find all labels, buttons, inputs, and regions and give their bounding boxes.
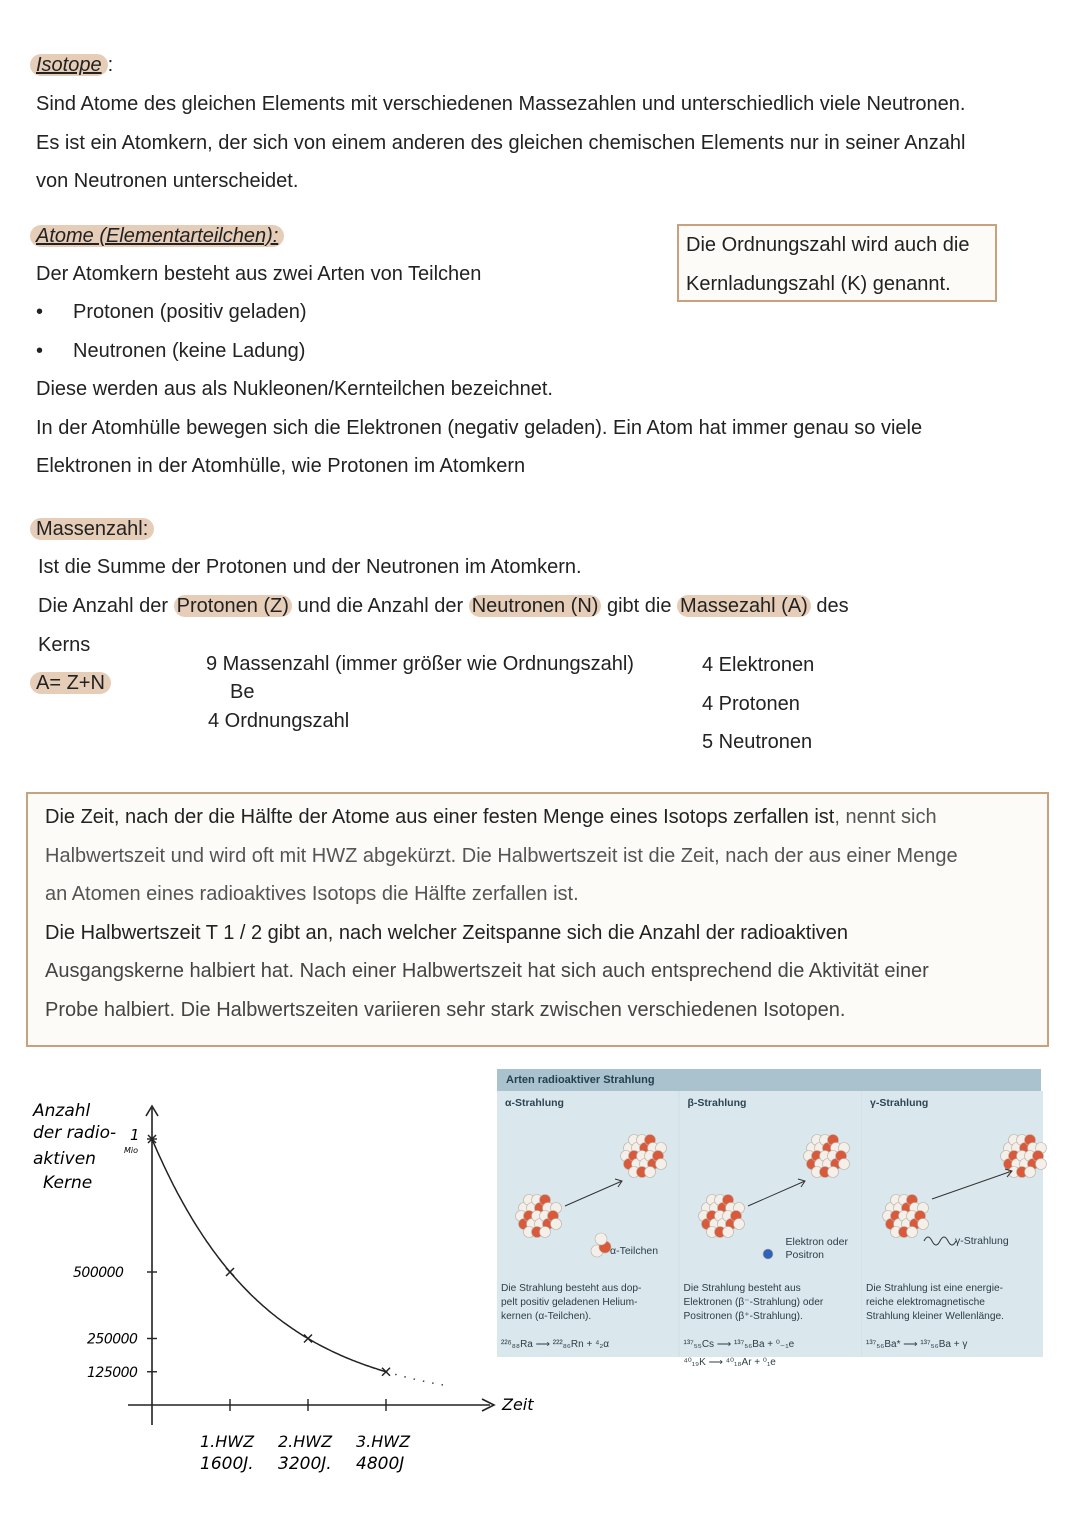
y-tick-label: 125000 [87,1364,138,1381]
radiation-description-line: Strahlung kleiner Wellenlänge. [866,1311,1004,1322]
atome-intro: Der Atomkern besteht aus zwei Arten von Teilchen [36,263,482,285]
text-span: Die Anzahl der [38,595,174,617]
alpha-particle [595,1233,607,1245]
atome-bullet-item [36,332,306,371]
formula-wrap [30,664,111,703]
massenzahl-heading: Massenzahl: [30,518,154,540]
x-tick-label: 4800J [356,1454,405,1474]
isotope-line: von Neutronen unterscheidet. [36,170,299,192]
example-mass: 9 Massenzahl (immer größer wie Ordnungszahl) [206,653,634,675]
particle-label: Elektron oder Positron [785,1236,848,1261]
decay-equation: ⁴⁰₁₉K ⟶ ⁴⁰₁₈Ar + ⁰₁e [683,1357,776,1368]
daughter-nucleus [1036,1159,1047,1170]
daughter-nucleus [656,1159,667,1170]
y-axis-label-line: aktiven [33,1149,96,1169]
atome-bullet-item [36,293,306,332]
nucleus-illustration [497,1111,678,1261]
parent-nucleus [722,1227,733,1238]
radiation-figure [497,1069,1041,1368]
neutronen-highlight: Neutronen (N) [469,595,602,617]
note-box [677,224,997,302]
daughter-nucleus [827,1167,838,1178]
parent-nucleus [540,1227,551,1238]
radiation-panel [680,1091,861,1368]
massenzahl-line1: Ist die Summe der Protonen und der Neutronen im Atomkern. [38,556,582,578]
decay-equation: ²²⁶₈₈Ra ⟶ ²²²₈₆Rn + ⁴₂α [501,1339,610,1350]
gamma-wave [924,1237,956,1245]
radiation-description-line: Die Strahlung ist eine energie- [866,1283,1004,1294]
chart-ticks [73,1126,411,1474]
atome-line: Elektronen in der Atomhülle, wie Protonen im Atomkern [36,455,526,477]
hwz-line: Ausgangskerne halbiert hat. Nach einer Halbwertszeit hat sich auch entsprechend die Aktivität einer [45,960,929,982]
particle-label: γ-Strahlung [955,1235,1009,1247]
radiation-panel-heading: β-Strahlung [687,1097,747,1109]
bullet-text: Neutronen (keine Ladung) [73,339,306,362]
chart-axes [128,1106,494,1425]
radiation-description-line: reiche elektromagnetische [866,1297,985,1308]
bullet-text: Protonen (positiv geladen) [73,301,307,323]
example-order: 4 Ordnungszahl [208,710,350,732]
atome-bullet-list [36,293,306,370]
atome-line: In der Atomhülle bewegen sich die Elektronen (negativ geladen). Ein Atom hat immer genau so viele [36,416,923,439]
radiation-panel-heading: α-Strahlung [505,1097,564,1109]
y-tick-label: 1 [130,1126,140,1144]
isotope-heading-wrap [30,46,113,85]
x-tick-label: 3.HWZ [356,1432,411,1451]
radiation-description-line: Die Strahlung besteht aus [683,1283,801,1294]
decay-equation: ¹³⁷₅₅Cs ⟶ ¹³⁷₅₆Ba + ⁰₋₁e [683,1339,795,1350]
massenzahl-heading-wrap [30,510,154,549]
hwz-line: Die Halbwertszeit T 1 / 2 gibt an, nach welcher Zeitspanne sich die Anzahl der radioaktiven [45,921,849,944]
isotope-line: Es ist ein Atomkern, der sich von einem anderen des gleichen chemischen Elements nur in seiner Anzahl [36,131,966,154]
text-span: des [810,595,849,617]
atome-heading-wrap [30,217,284,256]
hwz-line: an Atomen eines radioaktives Isotops die Hälfte zerfallen ist. [45,883,579,905]
y-axis-label-line: Kerne [43,1173,93,1193]
daughter-nucleus [1025,1167,1036,1178]
parent-nucleus [907,1227,918,1238]
data-point [304,1335,312,1343]
formula: A= Z+N [30,672,111,694]
hwz-line: Halbwertszeit und wird oft mit HWZ abgekürzt. Die Halbwertszeit ist die Zeit, nach der aus einer Menge [45,844,958,867]
x-tick-label: 3200J. [278,1454,332,1474]
isotope-heading: Isotope [30,54,108,76]
chart-curve [148,1135,445,1385]
emission-arrow [565,1179,622,1206]
protonen-highlight: Protonen (Z) [174,595,292,617]
parent-nucleus [918,1219,929,1230]
note-line: Die Ordnungszahl wird auch die [686,234,970,256]
bullet-dot: • [36,339,44,362]
particle-counts [702,646,814,762]
count-protonen: 4 Protonen [702,692,800,715]
massenzahl-line2 [38,587,849,626]
text-span: und die Anzahl der [291,595,469,617]
count-elektronen: 4 Elektronen [702,654,815,676]
radiation-description-line: Positronen (β⁺-Strahlung). [683,1311,803,1322]
isotope-line: Sind Atome des gleichen Elements mit verschiedenen Massezahlen und unterschiedlich viele Neutronen. [36,93,966,115]
radiation-description-line: Die Strahlung besteht aus dop- [501,1283,642,1294]
radiation-description-line: kernen (α-Teilchen). [501,1311,592,1322]
radiation-description-line: pelt positiv geladenen Helium- [501,1297,638,1308]
hwz-text: , nennt sich [834,806,937,828]
hwz-line: Probe halbiert. Die Halbwertszeiten variieren sehr stark zwischen verschiedenen Isotopen. [45,998,846,1021]
atome-heading: Atome (Elementarteilchen): [30,225,284,247]
y-axis-label-line: der radio- [33,1123,117,1143]
parent-nucleus [733,1219,744,1230]
emission-arrow [932,1169,1012,1199]
y-tick-label: 250000 [87,1331,138,1348]
massezahl-highlight: Massezahl (A) [677,595,811,617]
decay-curve [152,1139,386,1372]
daughter-nucleus [838,1159,849,1170]
massenzahl-line3: Kerns [38,634,91,656]
data-point [382,1368,390,1376]
atome-line: Diese werden aus als Nukleonen/Kernteilchen bezeichnet. [36,378,553,400]
hwz-text: Die Zeit, nach der die Hälfte der Atome aus einer festen Menge eines Isotops zerfallen ist [45,806,835,828]
emission-arrow [748,1179,805,1206]
example-symbol: Be [230,681,255,703]
y-tick-label: 500000 [73,1265,124,1281]
particle-label: α-Teilchen [610,1245,659,1257]
isotope-body [36,85,965,201]
text-span: gibt die [601,595,678,617]
radiation-panel [862,1091,1043,1357]
decay-chart [0,1080,560,1500]
radiation-panel [497,1091,678,1357]
decay-curve-extension [386,1372,445,1385]
parent-nucleus [551,1219,562,1230]
note-line: Kernladungszahl (K) genannt. [686,272,951,295]
bullet-dot: • [36,301,44,323]
x-tick-label: 2.HWZ [278,1432,333,1451]
x-axis-label: Zeit [502,1395,534,1414]
atome-body [36,370,922,486]
count-neutronen: 5 Neutronen [702,731,813,753]
radiation-description-line: Elektronen (β⁻-Strahlung) oder [683,1297,824,1308]
radiation-panel-heading: γ-Strahlung [870,1097,929,1109]
x-tick-label: 1.HWZ [200,1432,255,1451]
hwz-line [45,798,1047,837]
y-tick-label: Mio [124,1146,139,1155]
x-tick-label: 1600J. [200,1454,254,1474]
daughter-nucleus [645,1167,656,1178]
decay-equation: ¹³⁷₅₆Ba* ⟶ ¹³⁷₅₆Ba + γ [866,1339,968,1350]
nucleus-illustration [862,1111,1043,1261]
electron-particle [763,1249,773,1259]
halbwertszeit-box [26,792,1049,1047]
radiation-title: Arten radioaktiver Strahlung [497,1069,1041,1091]
y-axis-label-line: Anzahl [33,1101,91,1121]
data-point [226,1268,234,1276]
isotope-heading-colon: : [107,54,114,76]
